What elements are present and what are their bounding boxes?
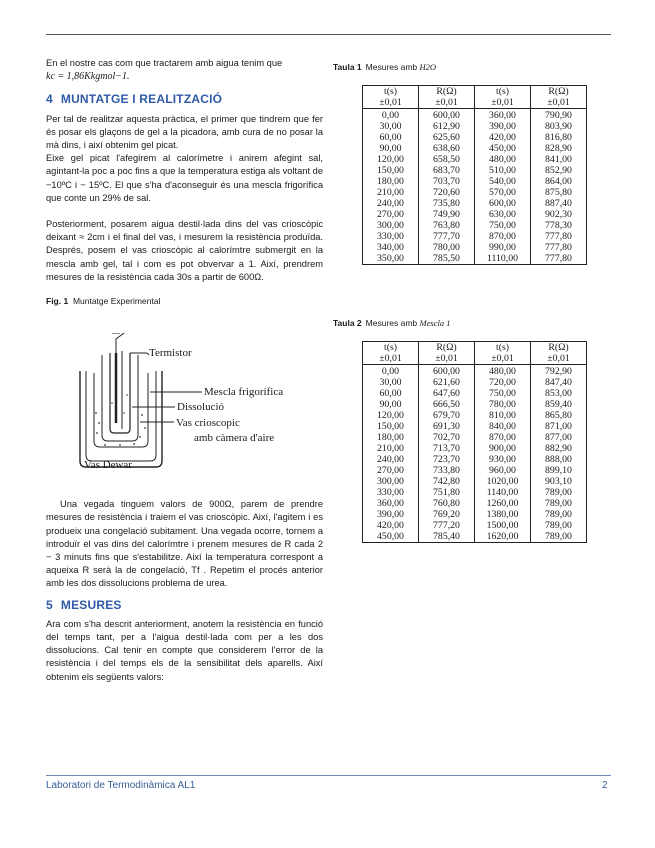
table-row (363, 143, 587, 154)
figure-caption: Fig. 1 Muntatge Experimental (46, 296, 161, 307)
table-cell: 763,80 (419, 220, 475, 231)
table-cell: 683,70 (419, 165, 475, 176)
table-cell: 540,00 (475, 176, 531, 187)
table-cell: 480,00 (475, 365, 531, 378)
table-cell: 859,40 (531, 399, 587, 410)
table-row (363, 454, 587, 465)
table-row (363, 377, 587, 388)
section-4-p3: Posteriorment, posarem aigua destil·lada dins del vas crioscòpic deixant ≈ 2cm i el final del vas, i mesurem la resistència produïda. Després, posem el vas crioscòpic al calorímtre submergit en la mescla amb gel, tal i com es pot obvervar a 1. Així, prendrem mesures de la resistència cada 30s a partir de 600Ω. (46, 219, 323, 282)
table-cell: 638,60 (419, 143, 475, 154)
table-row (363, 187, 587, 198)
table-cell: 769,20 (419, 509, 475, 520)
table-row (363, 410, 587, 421)
page-number: 2 (602, 780, 608, 791)
table-cell: 865,80 (531, 410, 587, 421)
table-cell: 1260,00 (475, 498, 531, 509)
table-cell: 780,00 (419, 242, 475, 253)
table-cell: 720,00 (475, 377, 531, 388)
table-cell: 600,00 (419, 109, 475, 122)
table-cell: 510,00 (475, 165, 531, 176)
table-header-row: t(s) R(Ω) t(s) R(Ω) (363, 86, 587, 98)
paragraph-after-figure: Una vegada tinguem valors de 900Ω, parem de prendre mesures de resistència i traiem el vas crioscòpic. Així, l'agitem i es produeix una congelació subitament. Una vegada ocorre, tornem a introduïr el vas dins del calorímtre i prenem mesures de R cada 2 − 3 minuts fins que s'estabilitze. Així la temperatura correspont a aqueixa R serà la de congelació, Tf . Repetim el procés anterior amb les dos dissolucions problema de urea. (46, 499, 323, 589)
table-cell: 1110,00 (475, 253, 531, 265)
table-cell: 1500,00 (475, 520, 531, 531)
table-2 (362, 341, 587, 543)
table-cell: 841,00 (531, 154, 587, 165)
table-cell: 902,30 (531, 209, 587, 220)
table-cell: 785,40 (419, 531, 475, 543)
section-4-heading: 4 MUNTATGE I REALITZACIÓ (46, 92, 223, 107)
table-row (363, 465, 587, 476)
table-cell: 828,90 (531, 143, 587, 154)
intro-paragraph (46, 57, 323, 83)
table-cell: 600,00 (419, 365, 475, 378)
table-cell: 90,00 (363, 399, 419, 410)
table-cell: 691,30 (419, 421, 475, 432)
table-row (363, 109, 587, 122)
table-row (363, 399, 587, 410)
table-cell: 330,00 (363, 231, 419, 242)
table-cell: 864,00 (531, 176, 587, 187)
table-cell: 816,80 (531, 132, 587, 143)
table-cell: 330,00 (363, 487, 419, 498)
table-cell: 903,10 (531, 476, 587, 487)
table-cell: 1620,00 (475, 531, 531, 543)
table-cell: 210,00 (363, 187, 419, 198)
table-cell: 777,20 (419, 520, 475, 531)
table-cell: 778,30 (531, 220, 587, 231)
table-cell: 887,40 (531, 198, 587, 209)
table-cell: 60,00 (363, 388, 419, 399)
table-cell: 882,90 (531, 443, 587, 454)
table-cell: 870,00 (475, 231, 531, 242)
section-4-p1: Per tal de realitzar aquesta pràctica, el primer que tindrem que fer és posar els glaçons de gel a la picadora, amb cura de no posar la mà dins, i així obtenim gel picat. (46, 113, 323, 151)
table-row (363, 509, 587, 520)
table-cell: 0,00 (363, 109, 419, 122)
table-cell: 270,00 (363, 209, 419, 220)
table-cell: 390,00 (363, 509, 419, 520)
table-cell: 300,00 (363, 476, 419, 487)
table-cell: 900,00 (475, 443, 531, 454)
table-cell: 450,00 (363, 531, 419, 543)
table-cell: 777,70 (419, 231, 475, 242)
table-row (363, 165, 587, 176)
table-cell: 750,00 (475, 388, 531, 399)
table-cell: 350,00 (363, 253, 419, 265)
table-row (363, 253, 587, 265)
table-row (363, 443, 587, 454)
label-camera-aire: amb càmera d'aire (194, 432, 275, 444)
table-cell: 420,00 (363, 520, 419, 531)
table-row (363, 198, 587, 209)
table-cell: 840,00 (475, 421, 531, 432)
table-cell: 789,00 (531, 531, 587, 543)
table-cell: 30,00 (363, 377, 419, 388)
table-row (363, 121, 587, 132)
table-cell: 852,90 (531, 165, 587, 176)
table-row (363, 132, 587, 143)
table-cell: 785,50 (419, 253, 475, 265)
table-row (363, 231, 587, 242)
table-cell: 899,10 (531, 465, 587, 476)
table-cell: 735,80 (419, 198, 475, 209)
table-cell: 570,00 (475, 187, 531, 198)
label-vas-crioscopic: Vas crioscopic (176, 417, 240, 429)
table-cell: 420,00 (475, 132, 531, 143)
table-cell: 180,00 (363, 432, 419, 443)
table-cell: 750,00 (475, 220, 531, 231)
table-cell: 777,80 (531, 231, 587, 242)
table-cell: 679,70 (419, 410, 475, 421)
table-cell: 760,80 (419, 498, 475, 509)
table-cell: 875,80 (531, 187, 587, 198)
table-cell: 742,80 (419, 476, 475, 487)
table-row (363, 421, 587, 432)
table-cell: 702,70 (419, 432, 475, 443)
table-1-caption: Taula 1 Mesures amb H2O (333, 62, 437, 72)
table-cell: 180,00 (363, 176, 419, 187)
table-cell: 792,90 (531, 365, 587, 378)
table-cell: 120,00 (363, 154, 419, 165)
table-cell: 870,00 (475, 432, 531, 443)
table-cell: 0,00 (363, 365, 419, 378)
table-cell: 789,00 (531, 498, 587, 509)
table-cell: 300,00 (363, 220, 419, 231)
table-cell: 270,00 (363, 465, 419, 476)
table-row (363, 520, 587, 531)
label-termistor: Termistor (149, 347, 192, 359)
table-row (363, 209, 587, 220)
table-cell: 888,00 (531, 454, 587, 465)
table-cell: 723,70 (419, 454, 475, 465)
table-cell: 877,00 (531, 432, 587, 443)
table-cell: 803,90 (531, 121, 587, 132)
table-cell: 621,60 (419, 377, 475, 388)
table-cell: 1020,00 (475, 476, 531, 487)
table-cell: 789,00 (531, 487, 587, 498)
table-cell: 790,90 (531, 109, 587, 122)
table-cell: 751,80 (419, 487, 475, 498)
table-cell: 930,00 (475, 454, 531, 465)
label-dissolucio: Dissolució (177, 401, 225, 413)
table-cell: 390,00 (475, 121, 531, 132)
label-mescla: Mescla frigorífica (204, 386, 284, 398)
table-1 (362, 85, 587, 265)
table-cell: 360,00 (475, 109, 531, 122)
table-cell: 360,00 (363, 498, 419, 509)
table-cell: 240,00 (363, 454, 419, 465)
table-row (363, 176, 587, 187)
table-cell: 60,00 (363, 132, 419, 143)
table-cell: 612,90 (419, 121, 475, 132)
table-cell: 480,00 (475, 154, 531, 165)
table-row (363, 531, 587, 543)
table-error-row: ±0,01 ±0,01 ±0,01 ±0,01 (363, 97, 587, 109)
intro-text: En el nostre cas com que tractarem amb aigua tenim que (46, 58, 283, 68)
table-cell: 30,00 (363, 121, 419, 132)
table-cell: 703,70 (419, 176, 475, 187)
table-cell: 625,60 (419, 132, 475, 143)
table-cell: 340,00 (363, 242, 419, 253)
table-cell: 666,50 (419, 399, 475, 410)
experimental-setup-figure (72, 333, 292, 478)
table-cell: 871,00 (531, 421, 587, 432)
table-2-caption: Taula 2 Mesures amb Mescla 1 (333, 318, 451, 328)
table-cell: 210,00 (363, 443, 419, 454)
table-row (363, 242, 587, 253)
table-row (363, 220, 587, 231)
table-row (363, 476, 587, 487)
intro-formula: kc = 1,86Kkgmol−1. (46, 71, 130, 83)
footer-rule (46, 775, 611, 776)
table-row (363, 365, 587, 378)
table-row (363, 487, 587, 498)
table-cell: 960,00 (475, 465, 531, 476)
table-cell: 749,90 (419, 209, 475, 220)
table-cell: 810,00 (475, 410, 531, 421)
section-4-p2: Eixe gel picat l'afegirem al calorímetre i anirem afegint sal, agintant-la poc a poc fins a que la temperatura estiga als voltant de −10ºC i − 15ºC. El que s'ha d'aconseguir és una mescla frigorífica que conte un 29% de sal. (46, 153, 323, 203)
table-cell: 777,80 (531, 253, 587, 265)
header-rule (46, 34, 611, 35)
table-cell: 1380,00 (475, 509, 531, 520)
table-cell: 120,00 (363, 410, 419, 421)
table-cell: 733,80 (419, 465, 475, 476)
table-cell: 853,00 (531, 388, 587, 399)
table-cell: 647,60 (419, 388, 475, 399)
label-vas-dewar: Vas Dewar (84, 459, 132, 471)
table-cell: 630,00 (475, 209, 531, 220)
table-header-row: t(s) R(Ω) t(s) R(Ω) (363, 342, 587, 354)
table-cell: 990,00 (475, 242, 531, 253)
table-cell: 777,80 (531, 242, 587, 253)
footer-title: Laboratori de Termodinàmica AL1 (46, 780, 196, 791)
table-row (363, 498, 587, 509)
table-cell: 720,60 (419, 187, 475, 198)
table-cell: 789,00 (531, 520, 587, 531)
table-row (363, 154, 587, 165)
table-cell: 150,00 (363, 421, 419, 432)
table-cell: 90,00 (363, 143, 419, 154)
table-cell: 450,00 (475, 143, 531, 154)
table-cell: 150,00 (363, 165, 419, 176)
table-row (363, 432, 587, 443)
table-cell: 658,50 (419, 154, 475, 165)
table-cell: 600,00 (475, 198, 531, 209)
table-cell: 1140,00 (475, 487, 531, 498)
section-5-p1: Ara com s'ha descrit anteriorment, anotem la resistència en funció del temps tant, per a l'aigua destil·lada com per a les dos dissolucions. Cal tenir en compte que considerem l'error de la resistència i del temps els de la sensibilitat dels aparells. Així obtenim els següents valors: (46, 618, 323, 682)
table-cell: 789,00 (531, 509, 587, 520)
table-error-row: ±0,01 ±0,01 ±0,01 ±0,01 (363, 353, 587, 365)
table-cell: 240,00 (363, 198, 419, 209)
table-cell: 713,70 (419, 443, 475, 454)
section-5-heading: 5 MESURES (46, 597, 122, 612)
table-cell: 780,00 (475, 399, 531, 410)
table-row (363, 388, 587, 399)
table-cell: 847,40 (531, 377, 587, 388)
